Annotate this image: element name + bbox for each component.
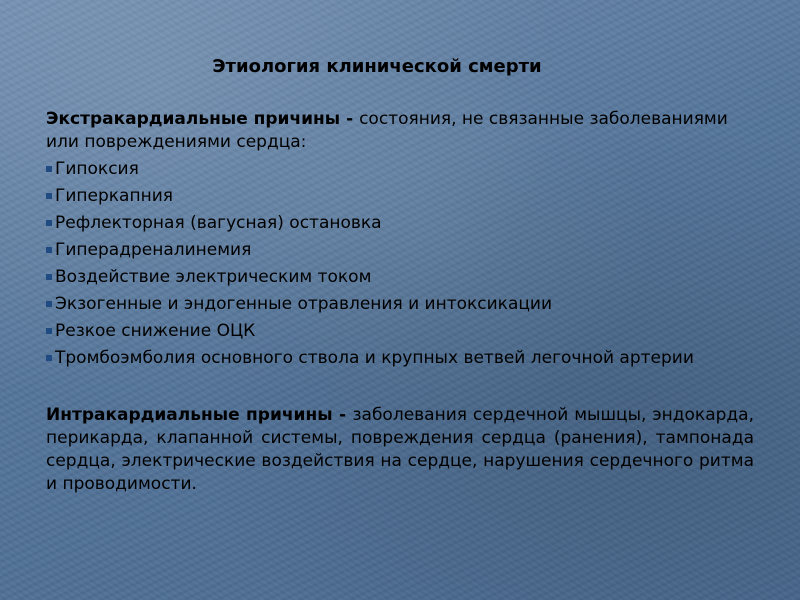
- paragraph-spacer: [46, 374, 754, 404]
- list-item-text: Гиперкапния: [55, 186, 173, 206]
- square-bullet-icon: [46, 193, 52, 199]
- extracardiac-causes-list: [46, 158, 754, 370]
- list-item-text: Гипоксия: [55, 159, 139, 179]
- list-item-text: Рефлекторная (вагусная) остановка: [55, 213, 382, 233]
- list-item-text: Воздействие электрическим током: [55, 267, 372, 287]
- list-item-text: Резкое снижение ОЦК: [55, 321, 256, 341]
- list-item-text: Тромбоэмболия основного ствола и крупных ветвей легочной артерии: [55, 348, 694, 368]
- square-bullet-icon: [46, 355, 52, 361]
- square-bullet-icon: [46, 274, 52, 280]
- square-bullet-icon: [46, 328, 52, 334]
- square-bullet-icon: [46, 301, 52, 307]
- square-bullet-icon: [46, 247, 52, 253]
- square-bullet-icon: [46, 166, 52, 172]
- intracardiac-paragraph: [46, 404, 754, 496]
- intracardiac-text: заболевания сердечной мышцы, эндокарда, перикарда, клапанной системы, повреждения сердца (ранения), тампонада сердца, электрические воздействия на сердце, нарушения сердечного ритма и проводимости.: [46, 405, 754, 494]
- square-bullet-icon: [46, 220, 52, 226]
- slide-content: [46, 108, 754, 496]
- list-item: [46, 212, 754, 235]
- list-item: [46, 185, 754, 208]
- extracardiac-paragraph: [46, 108, 754, 154]
- list-item: [46, 266, 754, 289]
- extracardiac-text: состояния, не связанные заболеваниями или повреждениями сердца:: [46, 109, 728, 152]
- intracardiac-heading: Интракардиальные причины -: [46, 405, 353, 425]
- extracardiac-heading: Экстракардиальные причины -: [46, 109, 360, 129]
- slide-title: Этиология клинической смерти: [212, 56, 542, 77]
- list-item-text: Гиперадреналинемия: [55, 240, 252, 260]
- list-item: [46, 239, 754, 262]
- list-item: [46, 320, 754, 343]
- list-item-text: Экзогенные и эндогенные отравления и интоксикации: [55, 294, 553, 314]
- list-item: [46, 158, 754, 181]
- list-item: [46, 347, 754, 370]
- list-item: [46, 293, 754, 316]
